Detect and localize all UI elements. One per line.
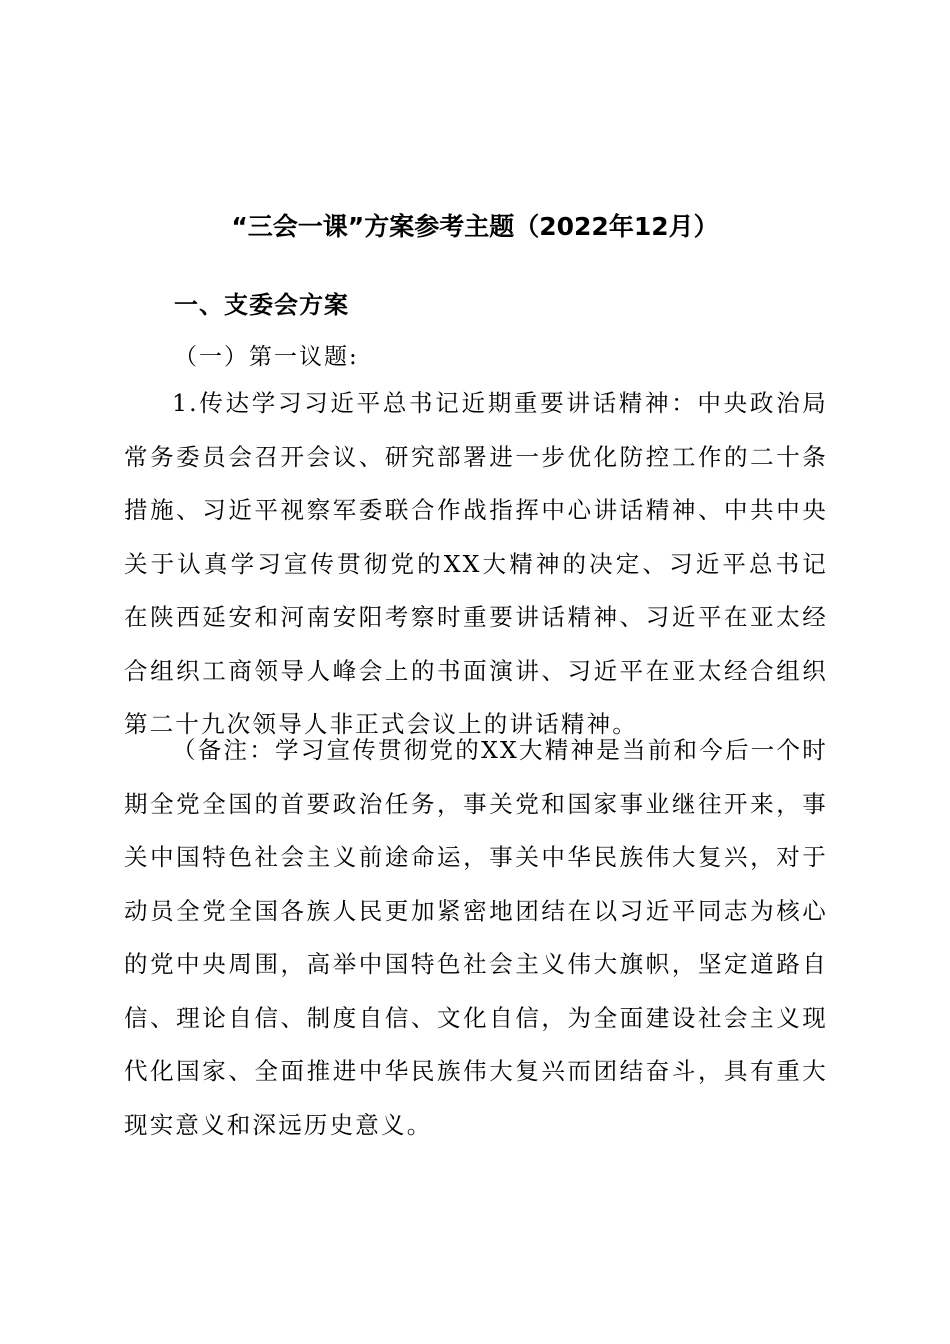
section-heading: 一、支委会方案 [174,291,349,319]
subsection-heading: （一）第一议题: [174,344,359,370]
body-paragraph: 1.传达学习习近平总书记近期重要讲话精神：中央政治局常务委员会召开会议、研究部署进一步优化防控工作的二十条措施、习近平视察军委联合作战指挥中心讲话精神、中共中央关于认真学习宣传贯彻党的XX大精神的决定、习近平总书记在陕西延安和河南安阳考察时重要讲话精神、习近平在亚太经合组织工商领导人峰会上的书面演讲、习近平在亚太经合组织第二十九次领导人非正式会议上的讲话精神。 [124,389,828,738]
note-paragraph: （备注：学习宣传贯彻党的XX大精神是当前和今后一个时期全党全国的首要政治任务，事关党和国家事业继往开来，事关中国特色社会主义前途命运，事关中华民族伟大复兴，对于动员全党全国各族人民更加紧密地团结在以习近平同志为核心的党中央周围，高举中国特色社会主义伟大旗帜，坚定道路自信、理论自信、制度自信、文化自信，为全面建设社会主义现代化国家、全面推进中华民族伟大复兴而团结奋斗，具有重大现实意义和深远历史意义。 [124,736,828,1139]
document-title: “三会一课”方案参考主题（2022年12月） [231,212,719,241]
